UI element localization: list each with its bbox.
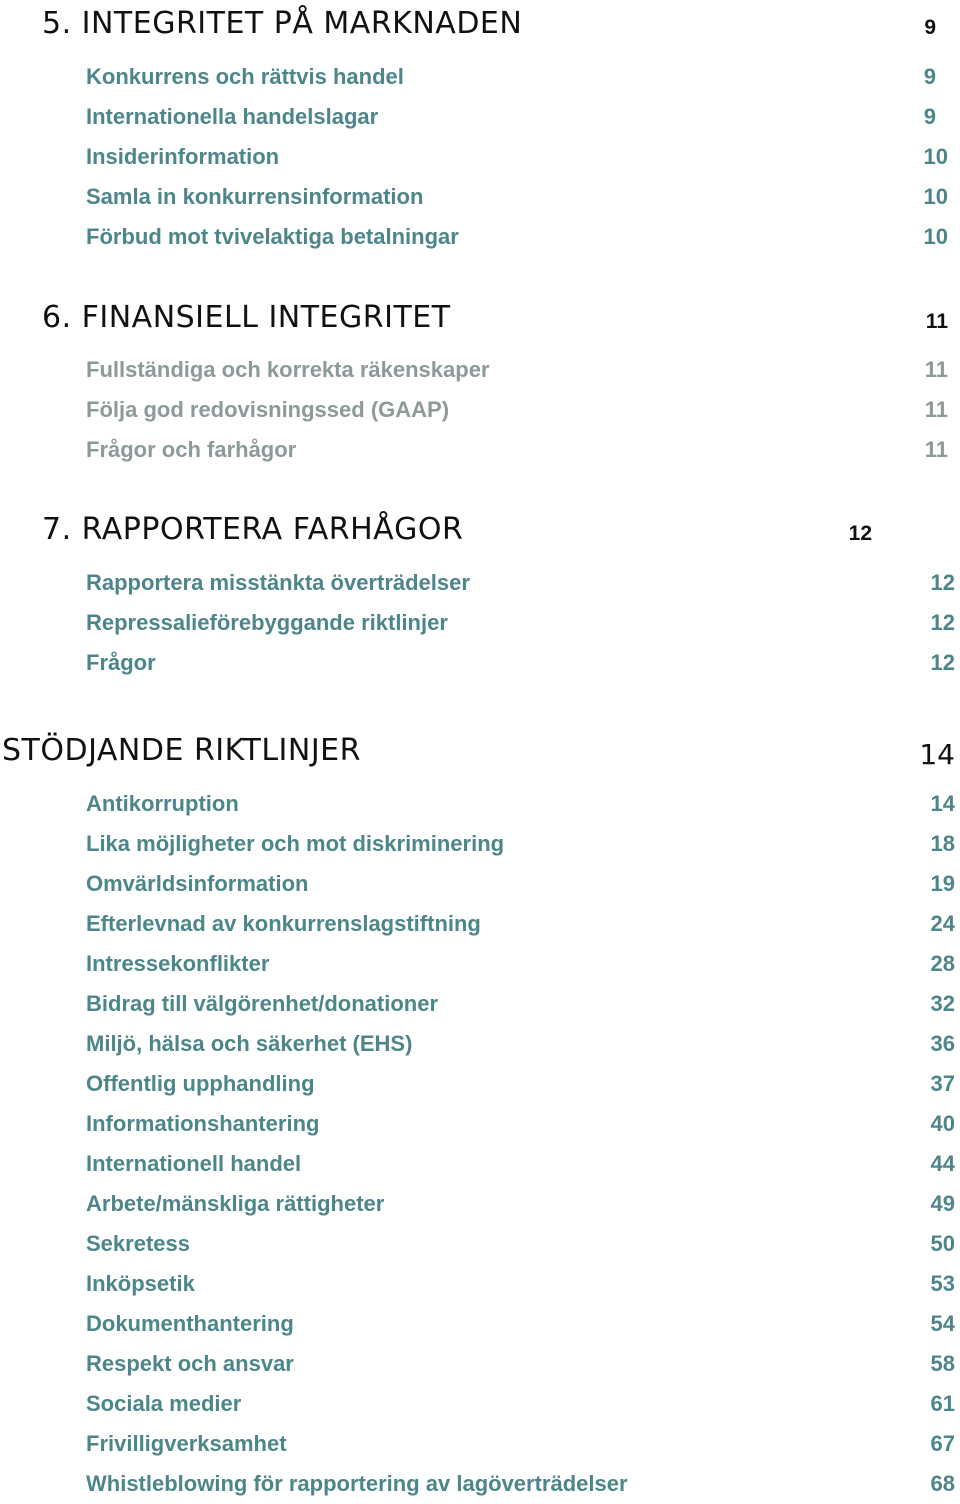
toc-page-number: 12 — [930, 610, 955, 635]
toc-page-number: 12 — [930, 650, 955, 675]
toc-page-number: 28 — [930, 951, 955, 976]
toc-page-number: 36 — [930, 1031, 955, 1056]
toc-entry[interactable]: Samla in konkurrensinformation — [86, 184, 424, 209]
toc-page-number: 40 — [930, 1111, 955, 1136]
toc-entry[interactable]: Internationell handel — [86, 1151, 302, 1176]
toc-entry[interactable]: Internationella handelslagar — [86, 104, 379, 129]
toc-entry[interactable]: Konkurrens och rättvis handel — [86, 64, 404, 89]
toc-page-number: 68 — [930, 1471, 955, 1496]
toc-entry[interactable]: Följa god redovisningssed (GAAP) — [86, 397, 450, 422]
toc-page-number: 32 — [930, 991, 955, 1016]
toc-entry[interactable]: Frivilligverksamhet — [86, 1431, 287, 1456]
toc-page-number: 53 — [930, 1271, 955, 1296]
toc-page-number: 10 — [923, 184, 948, 209]
toc-page-number: 49 — [930, 1191, 955, 1216]
toc-page-number: 24 — [930, 911, 955, 936]
section-heading-7 — [42, 508, 463, 552]
toc-entry[interactable]: Antikorruption — [86, 791, 239, 816]
section-page-number: 12 — [848, 522, 872, 545]
toc-page-number: 9 — [923, 64, 936, 89]
toc-page-number: 58 — [930, 1351, 955, 1376]
section-title: FINANSIELL INTEGRITET — [81, 300, 451, 335]
section-title: STÖDJANDE RIKTLINJER — [2, 733, 361, 768]
section-page-number: 14 — [919, 738, 955, 771]
toc-entry[interactable]: Dokumenthantering — [86, 1311, 294, 1336]
toc-entry[interactable]: Offentlig upphandling — [86, 1071, 315, 1096]
toc-entry[interactable]: Miljö, hälsa och säkerhet (EHS) — [86, 1031, 413, 1056]
section-heading-6 — [42, 296, 451, 340]
toc-entry[interactable]: Whistleblowing för rapportering av lagöverträdelser — [86, 1471, 628, 1496]
toc-entry[interactable]: Informationshantering — [86, 1111, 320, 1136]
toc-entry[interactable]: Lika möjligheter och mot diskriminering — [86, 831, 505, 856]
toc-page-number: 10 — [923, 224, 948, 249]
section-number: 6. — [42, 300, 72, 335]
toc-page-number: 11 — [924, 397, 948, 422]
toc-entry[interactable]: Sekretess — [86, 1231, 190, 1256]
toc-page-number: 54 — [930, 1311, 955, 1336]
toc-entry[interactable]: Bidrag till välgörenhet/donationer — [86, 991, 439, 1016]
toc-page-number: 11 — [924, 357, 948, 382]
toc-page-number: 19 — [930, 871, 955, 896]
toc-entry[interactable]: Repressalieförebyggande riktlinjer — [86, 610, 448, 635]
toc-page-number: 61 — [930, 1391, 955, 1416]
toc-page-number: 9 — [923, 104, 936, 129]
toc-page-number: 44 — [930, 1151, 955, 1176]
toc-page-number: 18 — [930, 831, 955, 856]
toc-entry[interactable]: Arbete/mänskliga rättigheter — [86, 1191, 385, 1216]
toc-entry[interactable]: Omvärldsinformation — [86, 871, 309, 896]
toc-entry[interactable]: Rapportera misstänkta överträdelser — [86, 570, 470, 595]
toc-page-number: 14 — [930, 791, 955, 816]
toc-page-number: 37 — [930, 1071, 955, 1096]
section-number: 7. — [42, 512, 72, 547]
toc-page-number: 50 — [930, 1231, 955, 1256]
toc-entry[interactable]: Fullständiga och korrekta räkenskaper — [86, 357, 490, 382]
toc-entry[interactable]: Efterlevnad av konkurrenslagstiftning — [86, 911, 481, 936]
section-heading-supporting — [2, 729, 361, 773]
toc-entry[interactable]: Inköpsetik — [86, 1271, 195, 1296]
section-title: RAPPORTERA FARHÅGOR — [81, 512, 464, 547]
toc-entry[interactable]: Frågor — [86, 650, 156, 675]
section-title: INTEGRITET PÅ MARKNADEN — [81, 6, 523, 41]
toc-page-number: 11 — [924, 437, 948, 462]
section-number: 5. — [42, 6, 72, 41]
toc-entry[interactable]: Intressekonflikter — [86, 951, 270, 976]
toc-page-number: 10 — [923, 144, 948, 169]
section-heading-5 — [42, 2, 522, 46]
toc-entry[interactable]: Frågor och farhågor — [86, 437, 297, 462]
toc-page-number: 12 — [930, 570, 955, 595]
section-page-number: 9 — [924, 16, 936, 39]
toc-entry[interactable]: Sociala medier — [86, 1391, 242, 1416]
toc-page-number: 67 — [930, 1431, 955, 1456]
toc-entry[interactable]: Respekt och ansvar — [86, 1351, 294, 1376]
section-page-number: 11 — [925, 310, 948, 333]
toc-entry[interactable]: Insiderinformation — [86, 144, 280, 169]
toc-entry[interactable]: Förbud mot tvivelaktiga betalningar — [86, 224, 459, 249]
